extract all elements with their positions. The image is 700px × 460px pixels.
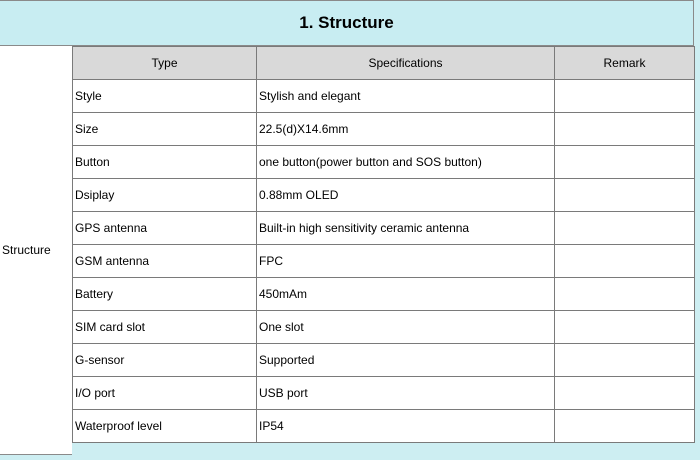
table-row <box>73 80 695 113</box>
table-row <box>73 311 695 344</box>
table-row <box>73 278 695 311</box>
spec-cell: Stylish and elegant <box>257 80 555 113</box>
table-row <box>73 377 695 410</box>
type-cell: Size <box>73 113 257 146</box>
spec-cell: 22.5(d)X14.6mm <box>257 113 555 146</box>
spec-cell: USB port <box>257 377 555 410</box>
type-cell: Button <box>73 146 257 179</box>
remark-cell <box>555 344 695 377</box>
type-cell: GSM antenna <box>73 245 257 278</box>
remark-cell <box>555 179 695 212</box>
bottom-divider <box>0 455 700 460</box>
table-row <box>73 146 695 179</box>
type-cell: I/O port <box>73 377 257 410</box>
type-cell: Battery <box>73 278 257 311</box>
column-header-specifications: Specifications <box>257 47 555 80</box>
type-cell: Waterproof level <box>73 410 257 443</box>
spec-cell: 0.88mm OLED <box>257 179 555 212</box>
table-row <box>73 113 695 146</box>
remark-cell <box>555 410 695 443</box>
table-row <box>73 179 695 212</box>
table-row <box>73 344 695 377</box>
remark-cell <box>555 80 695 113</box>
remark-cell <box>555 245 695 278</box>
table-row <box>73 212 695 245</box>
column-header-type: Type <box>73 47 257 80</box>
spec-cell: Built-in high sensitivity ceramic antenna <box>257 212 555 245</box>
spec-cell: Supported <box>257 344 555 377</box>
type-cell: G-sensor <box>73 344 257 377</box>
spec-table <box>72 46 695 443</box>
type-cell: Style <box>73 80 257 113</box>
spec-cell: one button(power button and SOS button) <box>257 146 555 179</box>
table-header-row <box>73 47 695 80</box>
type-cell: GPS antenna <box>73 212 257 245</box>
remark-cell <box>555 311 695 344</box>
remark-cell <box>555 377 695 410</box>
spec-cell: IP54 <box>257 410 555 443</box>
table-row <box>73 410 695 443</box>
remark-cell <box>555 146 695 179</box>
type-cell: Dsiplay <box>73 179 257 212</box>
remark-cell <box>555 113 695 146</box>
spec-cell: 450mAm <box>257 278 555 311</box>
spec-cell: FPC <box>257 245 555 278</box>
spec-cell: One slot <box>257 311 555 344</box>
table-row <box>73 245 695 278</box>
remark-cell <box>555 212 695 245</box>
section-label: Structure <box>0 46 72 455</box>
type-cell: SIM card slot <box>73 311 257 344</box>
page-title: 1. Structure <box>0 0 694 46</box>
column-header-remark: Remark <box>555 47 695 80</box>
remark-cell <box>555 278 695 311</box>
